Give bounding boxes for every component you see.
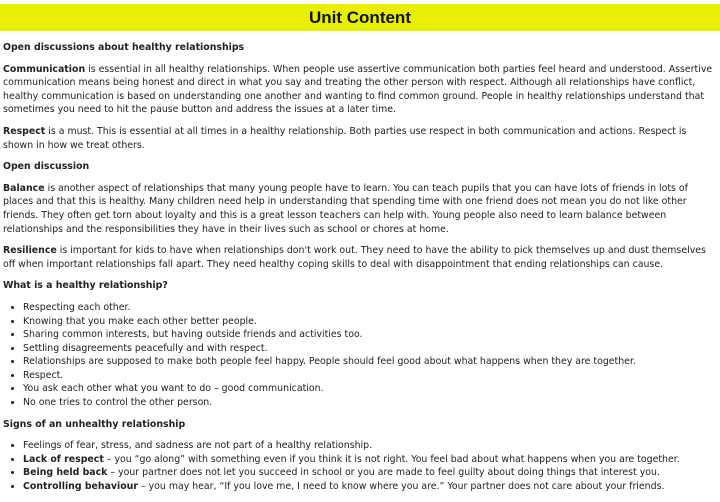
- balance-text: is another aspect of relationships that many young people have to learn. You can teach pupils that you can have lots of friends in lots of places and that this is healthy. Many children need help in understanding that spending time with one friend does not mean you do not like other friends. They often get torn about loyalty and this is a great lesson teachers can help with. Young people also need to learn balance between relationships and the responsibilities they have in their lives such as school or chores at home.: [3, 182, 688, 235]
- unhealthy-list: [3, 439, 715, 493]
- unhealthy-text: – you “go along” with something even if you think it is not right. You feel bad about what happens when you are together.: [103, 453, 680, 465]
- communication-paragraph: [3, 63, 715, 117]
- resilience-text: is important for kids to have when relationships don't work out. They need to have the ability to pick themselves up and dust themselves off when important relationships fall apart. They need healthy coping skills to deal with disappointment that ending relationships can cause.: [3, 245, 706, 270]
- list-item: • Feelings of fear, stress, and sadness are not part of a healthy relationship.: [23, 439, 715, 453]
- open-discussion-heading: Open discussion: [3, 161, 90, 173]
- unhealthy-term: Being held back: [23, 467, 108, 479]
- open-discussions-heading: Open discussions about healthy relationships: [3, 42, 245, 53]
- healthy-list: [3, 301, 715, 410]
- communication-term: Communication: [3, 63, 86, 75]
- respect-term: Respect: [3, 125, 46, 137]
- balance-term: Balance: [3, 182, 45, 194]
- unhealthy-term: Controlling behaviour: [23, 481, 138, 493]
- respect-paragraph: [3, 125, 715, 152]
- communication-text: is essential in all healthy relationships. When people use assertive communication both parties feel heard and understood. Assertive communication means being honest and direct in what you say and treating the other person with respect. Although all relationships have conflict, healthy communication is based on understanding one another and wanting to find common ground. People in healthy relationships understand that sometimes you need to hit the pause button and address the issues at a later time.: [3, 63, 713, 116]
- list-item: • You ask each other what you want to do – good communication.: [23, 382, 715, 396]
- unhealthy-text: – you may hear, “If you love me, I need to know where you are.” Your partner does not care about your friends.: [137, 481, 665, 493]
- title-banner: [0, 4, 720, 31]
- resilience-term: Resilience: [3, 245, 57, 257]
- list-item: [23, 480, 715, 494]
- resilience-paragraph: [3, 244, 715, 271]
- list-item: • Relationships are supposed to make both people feel happy. People should feel good about what happens when they are together.: [23, 355, 715, 369]
- list-item: • Respect.: [23, 369, 715, 383]
- list-item: [23, 466, 715, 480]
- unhealthy-text: – your partner does not let you succeed in school or you are made to feel guilty about doing things that interest you.: [107, 467, 660, 479]
- balance-paragraph: [3, 182, 715, 236]
- list-item: • Settling disagreements peacefully and with respect.: [23, 342, 715, 356]
- page-title: Unit Content: [309, 7, 411, 27]
- list-item: • Respecting each other.: [23, 301, 715, 315]
- unhealthy-term: Lack of respect: [23, 453, 104, 465]
- unit-content: [3, 41, 715, 502]
- unhealthy-relationship-heading: Signs of an unhealthy relationship: [3, 418, 186, 430]
- respect-text: is a must. This is essential at all times in a healthy relationship. Both parties use respect in both communication and actions. Respect is shown in how we treat others.: [3, 125, 687, 151]
- list-item: • Sharing common interests, but having outside friends and activities too.: [23, 328, 715, 342]
- list-item: • No one tries to control the other person.: [23, 396, 715, 410]
- list-item: [23, 453, 715, 467]
- list-item: • Knowing that you make each other better people.: [23, 315, 715, 329]
- healthy-relationship-heading: What is a healthy relationship?: [3, 280, 168, 292]
